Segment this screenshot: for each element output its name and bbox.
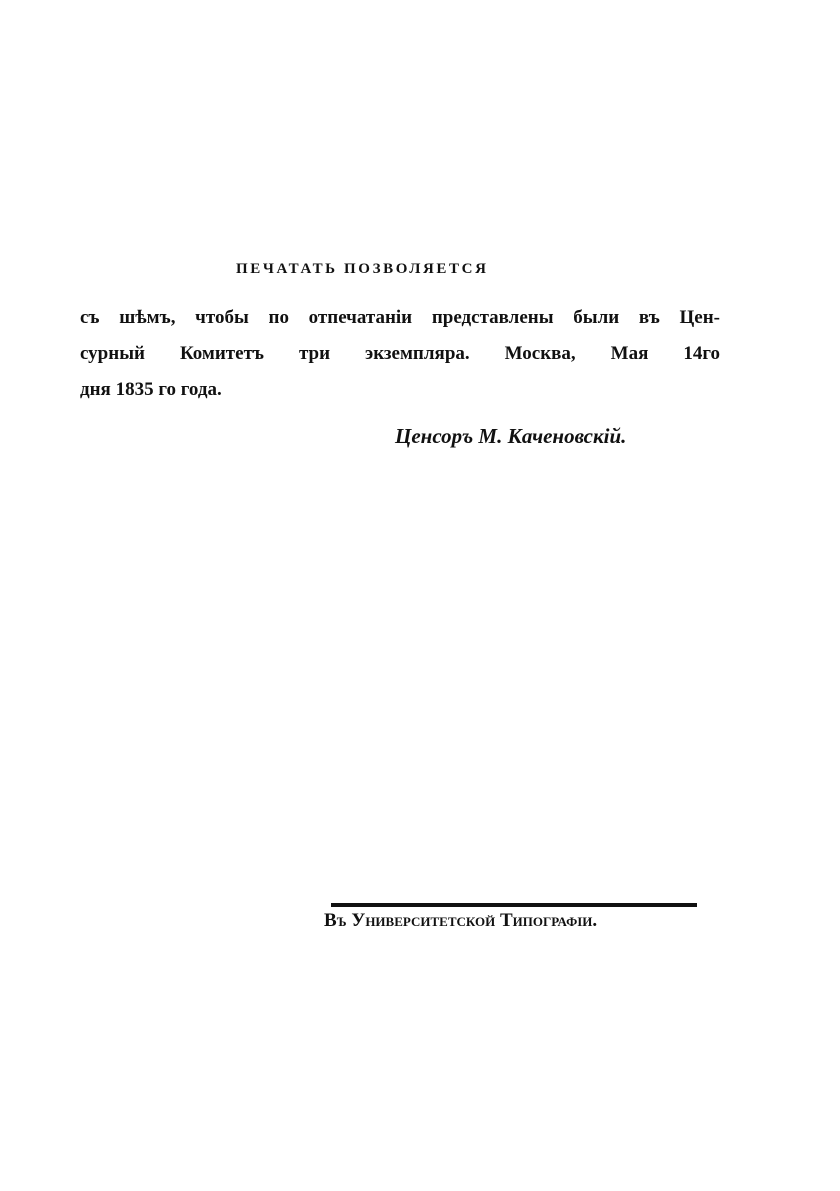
- permission-line-1: съ шѣмъ, чтобы по отпечатаніи представлены были въ Цен-: [80, 307, 720, 328]
- permission-heading: ПЕЧАТАТЬ ПОЗВОЛЯЕТСЯ: [236, 261, 489, 277]
- permission-line-3: дня 1835 го года.: [80, 379, 222, 400]
- permission-line-2: сурный Комитетъ три экземпляра. Москва, Мая 14го: [80, 343, 720, 364]
- imprint-divider: [331, 903, 697, 907]
- printer-imprint: Въ Университетской Типографіи.: [324, 910, 598, 931]
- censor-signature: Ценсоръ М. Каченовскій.: [395, 424, 627, 448]
- permission-text: [80, 300, 720, 408]
